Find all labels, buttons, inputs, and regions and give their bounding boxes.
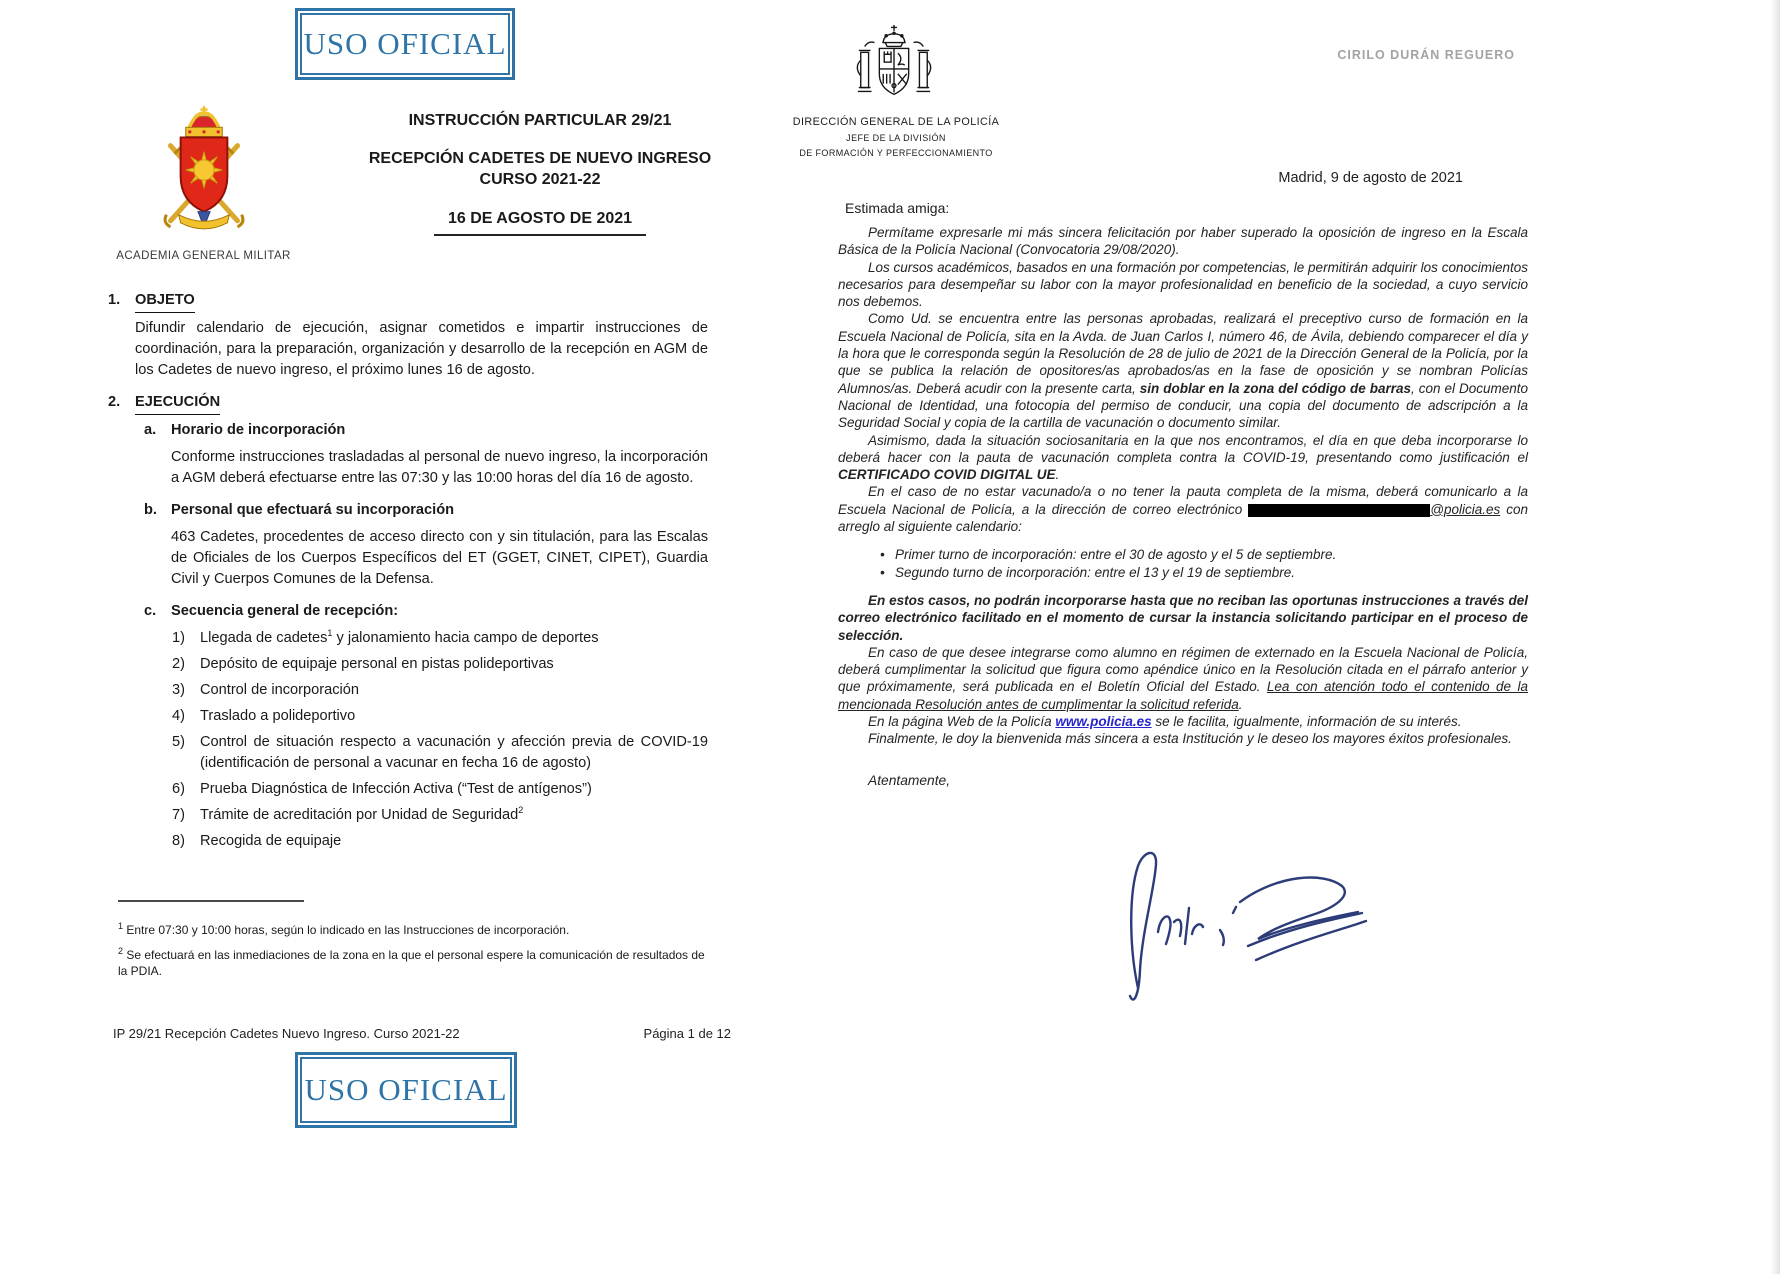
page-footer — [113, 1026, 731, 1041]
spain-coat-of-arms-icon — [850, 22, 938, 114]
handwritten-signature — [1050, 812, 1380, 1022]
subsection-b-heading: b. Personal que efectuará su incorporación — [144, 502, 455, 518]
bullet-icon: • — [880, 547, 885, 563]
bullet-item — [880, 564, 1528, 581]
letter-body — [838, 224, 1528, 789]
subsection-a-paragraph: Conforme instrucciones trasladadas al personal de nuevo ingreso, la incorporación a AGM deberá efectuarse entre las 07:30 y las 10:00 horas del día 16 de agosto. — [171, 449, 708, 486]
footer-page-number: Página 1 de 12 — [643, 1026, 731, 1041]
bullet-item — [880, 546, 1528, 563]
salutation: Estimada amiga: — [845, 200, 950, 216]
list-item: 5) Control de situación respecto a vacunación y afección previa de COVID-19 (identificación de personal a vacunar en fecha 16 de agosto) — [172, 734, 708, 771]
email-domain: @policia.es — [1430, 501, 1501, 517]
list-item: 8) Recogida de equipaje — [172, 833, 342, 849]
footnote-1: $^1$ Entre 07:30 y 10:00 horas, según lo indicado en las Instrucciones de incorporación. — [118, 921, 570, 937]
doc-title: INSTRUCCIÓN PARTICULAR 29/21 — [408, 112, 672, 129]
bullet-icon: • — [880, 564, 885, 580]
uso-oficial-stamp-top: USO OFICIAL — [295, 8, 515, 80]
left-body — [108, 290, 708, 857]
section-2-heading: 2. EJECUCIÓN — [108, 392, 708, 415]
doc-course: CURSO 2021-22 — [479, 171, 601, 188]
uso-oficial-stamp-bottom: USO OFICIAL — [295, 1052, 517, 1128]
org-line-3: DE FORMACIÓN Y PERFECCIONAMIENTO — [799, 148, 993, 158]
list-item: 4) Traslado a polideportivo — [172, 708, 356, 724]
addressee-name: CIRILO DURÁN REGUERO — [1337, 48, 1515, 62]
list-item: 2) Depósito de equipaje personal en pistas polideportivas — [172, 656, 554, 672]
closing-line: Atentamente, — [868, 772, 951, 788]
bullet-text: Primer turno de incorporación: entre el 30 de agosto y el 5 de septiembre. — [895, 547, 1337, 563]
org-line-1: DIRECCIÓN GENERAL DE LA POLICÍA — [792, 116, 1000, 128]
bullet-text: Segundo turno de incorporación: entre el 13 y el 19 de septiembre. — [895, 564, 1296, 580]
subsection-a-heading: a. Horario de incorporación — [144, 422, 346, 438]
letter-paragraph: Finalmente, le doy la bienvenida más sincera a esta Institución y le deseo los mayores éxitos profesionales. — [868, 731, 1512, 747]
doc-subtitle: RECEPCIÓN CADETES DE NUEVO INGRESO — [368, 150, 712, 167]
letter-paragraph: Como Ud. se encuentra entre las personas aprobadas, realizará el preceptivo curso de formación en la Escuela Nacional de Policía, sita en la Avda. de Juan Carlos I, número 46, de Ávila, debiendo comparecer el día y la hora que le corresponda según la Resolución de 28 de julio de 2021 de la Dirección General de la Policía, por la que se publica la relación de opositores/as aprobados/as en la fase de oposición y se nombran Policías Alumnos/as. Deberá acudir con la presente carta, sin doblar en la zona del código de barras, con el Documento Nacional de Identidad, una fotocopia del permiso de conducir, una copia del documento de adscripción a la Seguridad Social y copia de la cartilla de vacunación o documento similar. — [838, 311, 1528, 431]
org-header — [778, 116, 1014, 158]
list-item: 1) Llegada de cadetes$^1$ y jalonamiento hacia campo de deportes — [172, 628, 599, 646]
letter-paragraph: En caso de que desee integrarse como alumno en régimen de externado en la Escuela Nacional de Policía, deberá cumplimentar la solicitud que figura como apéndice único en la Resolución citada en el párrafo anterior y que próximamente, será publicada en el Boletín Oficial del Estado. Lea con atención todo el contenido de la mencionada Resolución antes de cumplimentar la solicitud referida. — [838, 644, 1528, 712]
list-item: 7) Trámite de acreditación por Unidad de Seguridad$^2$ — [172, 805, 524, 823]
policia-web-link[interactable]: www.policia.es — [1055, 714, 1152, 730]
section-1-heading: 1. OBJETO — [108, 290, 708, 313]
footnote-divider — [118, 900, 304, 902]
letter-paragraph: En el caso de no estar vacunado/a o no tener la pauta completa de la misma, deberá comunicarlo a la Escuela Nacional de Policía, a la dirección de correo electrónico @policia.es con arreglo al siguiente calendario: — [838, 484, 1528, 535]
reception-sequence-list — [172, 628, 708, 852]
date-line: Madrid, 9 de agosto de 2021 — [1278, 170, 1463, 186]
scan-page-edge — [1770, 0, 1780, 1274]
org-line-2: JEFE DE LA DIVISIÓN — [846, 133, 946, 143]
letter-paragraph: Los cursos académicos, basados en una formación por competencias, le permitirán adquirir los conocimientos necesarios para desempeñar su labor con la mayor profesionalidad en beneficio de la sociedad, a cuyo servicio nos debemos. — [838, 259, 1528, 310]
org-label: ACADEMIA GENERAL MILITAR — [116, 250, 291, 262]
agm-crest-icon — [148, 103, 260, 237]
doc-date: 16 DE AGOSTO DE 2021 — [434, 208, 646, 236]
footer-doc-ref: IP 29/21 Recepción Cadetes Nuevo Ingreso. Curso 2021-22 — [113, 1026, 460, 1041]
subsection-b-paragraph: 463 Cadetes, procedentes de acceso directo con y sin titulación, para las Escalas de Oficiales de los Cuerpos Específicos del ET (GGET, CINET, CIPET), Guardia Civil y Cuerpos Comunes de la Defensa. — [171, 529, 708, 587]
letter-paragraph-bold: En estos casos, no podrán incorporarse hasta que no reciban las oportunas instrucciones a través del correo electrónico facilitado en el momento de cursar la instancia solicitando participar en el proceso de selección. — [838, 592, 1528, 643]
section-1-paragraph: Difundir calendario de ejecución, asignar cometidos e impartir instrucciones de coordinación, para la preparación, organización y desarrollo de la recepción en AGM de los Cadetes de nuevo ingreso, el próximo lunes 16 de agosto. — [135, 320, 708, 378]
letter-paragraph: En la página Web de la Policía www.policia.es se le facilita, igualmente, información de su interés. — [868, 714, 1462, 730]
list-item: 6) Prueba Diagnóstica de Infección Activa (“Test de antígenos”) — [172, 781, 592, 797]
letter-paragraph: Permítame expresarle mi más sincera felicitación por haber superado la oposición de ingreso en la Escala Básica de la Policía Nacional (Convocatoria 29/08/2020). — [838, 225, 1528, 258]
subsection-c-heading: c. Secuencia general de recepción: — [144, 603, 399, 619]
title-block — [340, 110, 740, 236]
letter-paragraph: Asimismo, dada la situación sociosanitaria en la que nos encontramos, el día en que deba incorporarse lo deberá hacer con la pauta de vacunación completa contra la COVID-19, presentando como justificación el CERTIFICADO COVID DIGITAL UE. — [838, 432, 1528, 483]
redaction-box — [1248, 504, 1430, 517]
footnotes — [118, 922, 710, 988]
list-item: 3) Control de incorporación — [172, 682, 359, 698]
schedule-bullet-list — [880, 546, 1528, 581]
footnote-2: $^2$ Se efectuará en las inmediaciones de la zona en la que el personal espere la comunicación de resultados de la PDIA. — [118, 946, 705, 978]
